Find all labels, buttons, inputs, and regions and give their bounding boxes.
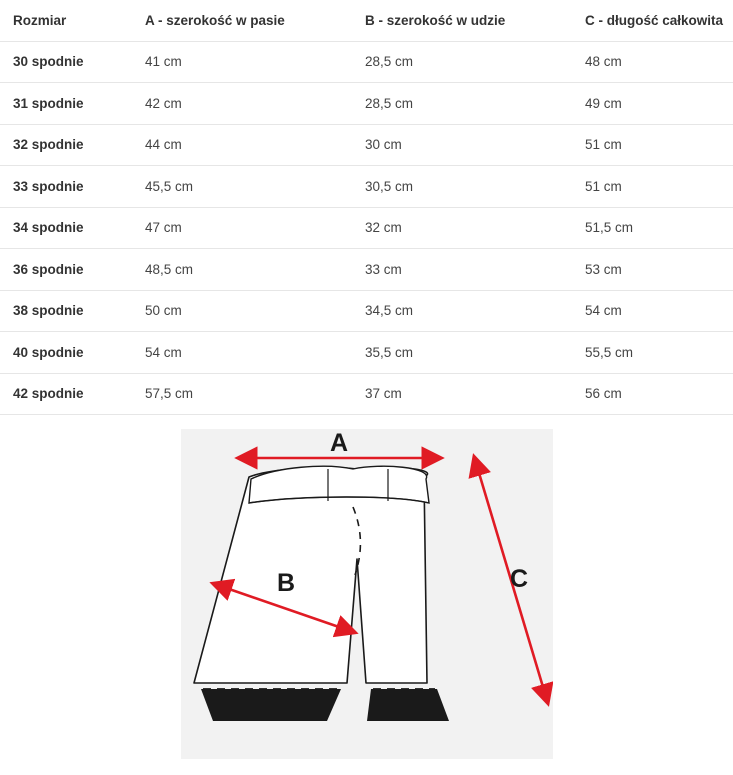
column-header-total-length: C - długość całkowita	[583, 0, 733, 41]
table-header-row	[0, 0, 733, 41]
cell-size: 38 spodnie	[0, 290, 143, 332]
cell-total-length: 55,5 cm	[583, 332, 733, 374]
table-row	[0, 249, 733, 291]
measurement-diagram-section	[0, 415, 733, 765]
table-row	[0, 124, 733, 166]
cell-size: 36 spodnie	[0, 249, 143, 291]
cell-waist-width: 47 cm	[143, 207, 363, 249]
cell-thigh-width: 30,5 cm	[363, 166, 583, 208]
cell-waist-width: 57,5 cm	[143, 373, 363, 415]
cell-total-length: 51 cm	[583, 166, 733, 208]
cell-waist-width: 42 cm	[143, 83, 363, 125]
shorts-measurement-diagram	[181, 429, 553, 759]
measure-label-a: A	[329, 429, 348, 457]
cell-total-length: 49 cm	[583, 83, 733, 125]
cell-thigh-width: 30 cm	[363, 124, 583, 166]
cell-size: 34 spodnie	[0, 207, 143, 249]
cell-size: 33 spodnie	[0, 166, 143, 208]
cell-total-length: 54 cm	[583, 290, 733, 332]
cell-thigh-width: 37 cm	[363, 373, 583, 415]
measure-label-b: B	[276, 569, 295, 597]
table-header	[0, 0, 733, 41]
shorts-diagram-svg	[181, 429, 553, 759]
cell-waist-width: 48,5 cm	[143, 249, 363, 291]
table-body	[0, 41, 733, 415]
cell-total-length: 51,5 cm	[583, 207, 733, 249]
table-row	[0, 373, 733, 415]
cell-size: 31 spodnie	[0, 83, 143, 125]
column-header-size: Rozmiar	[0, 0, 143, 41]
cell-waist-width: 41 cm	[143, 41, 363, 83]
cell-size: 30 spodnie	[0, 41, 143, 83]
hem-block-left	[201, 689, 341, 721]
table-row	[0, 83, 733, 125]
column-header-thigh-width: B - szerokość w udzie	[363, 0, 583, 41]
cell-thigh-width: 34,5 cm	[363, 290, 583, 332]
column-header-waist-width: A - szerokość w pasie	[143, 0, 363, 41]
cell-waist-width: 54 cm	[143, 332, 363, 374]
cell-waist-width: 44 cm	[143, 124, 363, 166]
cell-size: 42 spodnie	[0, 373, 143, 415]
cell-thigh-width: 32 cm	[363, 207, 583, 249]
cell-total-length: 48 cm	[583, 41, 733, 83]
hem-block-right	[367, 689, 449, 721]
cell-total-length: 56 cm	[583, 373, 733, 415]
cell-thigh-width: 33 cm	[363, 249, 583, 291]
cell-size: 40 spodnie	[0, 332, 143, 374]
cell-total-length: 53 cm	[583, 249, 733, 291]
cell-waist-width: 50 cm	[143, 290, 363, 332]
cell-thigh-width: 28,5 cm	[363, 83, 583, 125]
table-row	[0, 332, 733, 374]
table-row	[0, 166, 733, 208]
table-row	[0, 41, 733, 83]
table-row	[0, 290, 733, 332]
cell-thigh-width: 28,5 cm	[363, 41, 583, 83]
cell-size: 32 spodnie	[0, 124, 143, 166]
cell-waist-width: 45,5 cm	[143, 166, 363, 208]
cell-thigh-width: 35,5 cm	[363, 332, 583, 374]
cell-total-length: 51 cm	[583, 124, 733, 166]
measure-label-c: C	[509, 565, 528, 593]
table-row	[0, 207, 733, 249]
